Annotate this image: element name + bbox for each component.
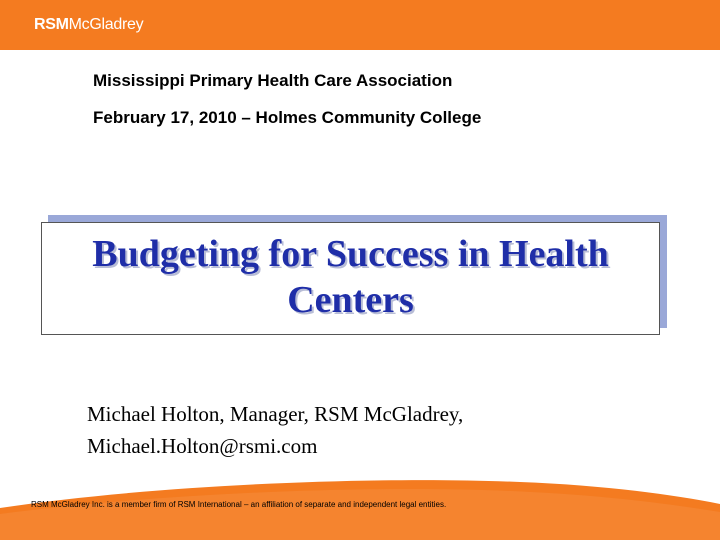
header-bar: [0, 0, 720, 50]
presenter-name: Michael Holton, Manager, RSM McGladrey,: [87, 402, 464, 426]
slide-title: Budgeting for Success in Health Centers: [92, 232, 609, 321]
event-date-location: February 17, 2010 – Holmes Community College: [93, 108, 482, 127]
association-name: Mississippi Primary Health Care Association: [93, 71, 453, 90]
title-box: [41, 222, 660, 335]
logo-name: McGladrey: [68, 16, 144, 33]
presenter-email: Michael.Holton@rsmi.com: [87, 434, 318, 458]
footer-disclaimer: RSM McGladrey Inc. is a member firm of RSM International – an affiliation of separate and independent legal entities.: [31, 500, 447, 509]
company-logo: [34, 16, 143, 34]
logo-brand: RSM: [34, 16, 69, 33]
